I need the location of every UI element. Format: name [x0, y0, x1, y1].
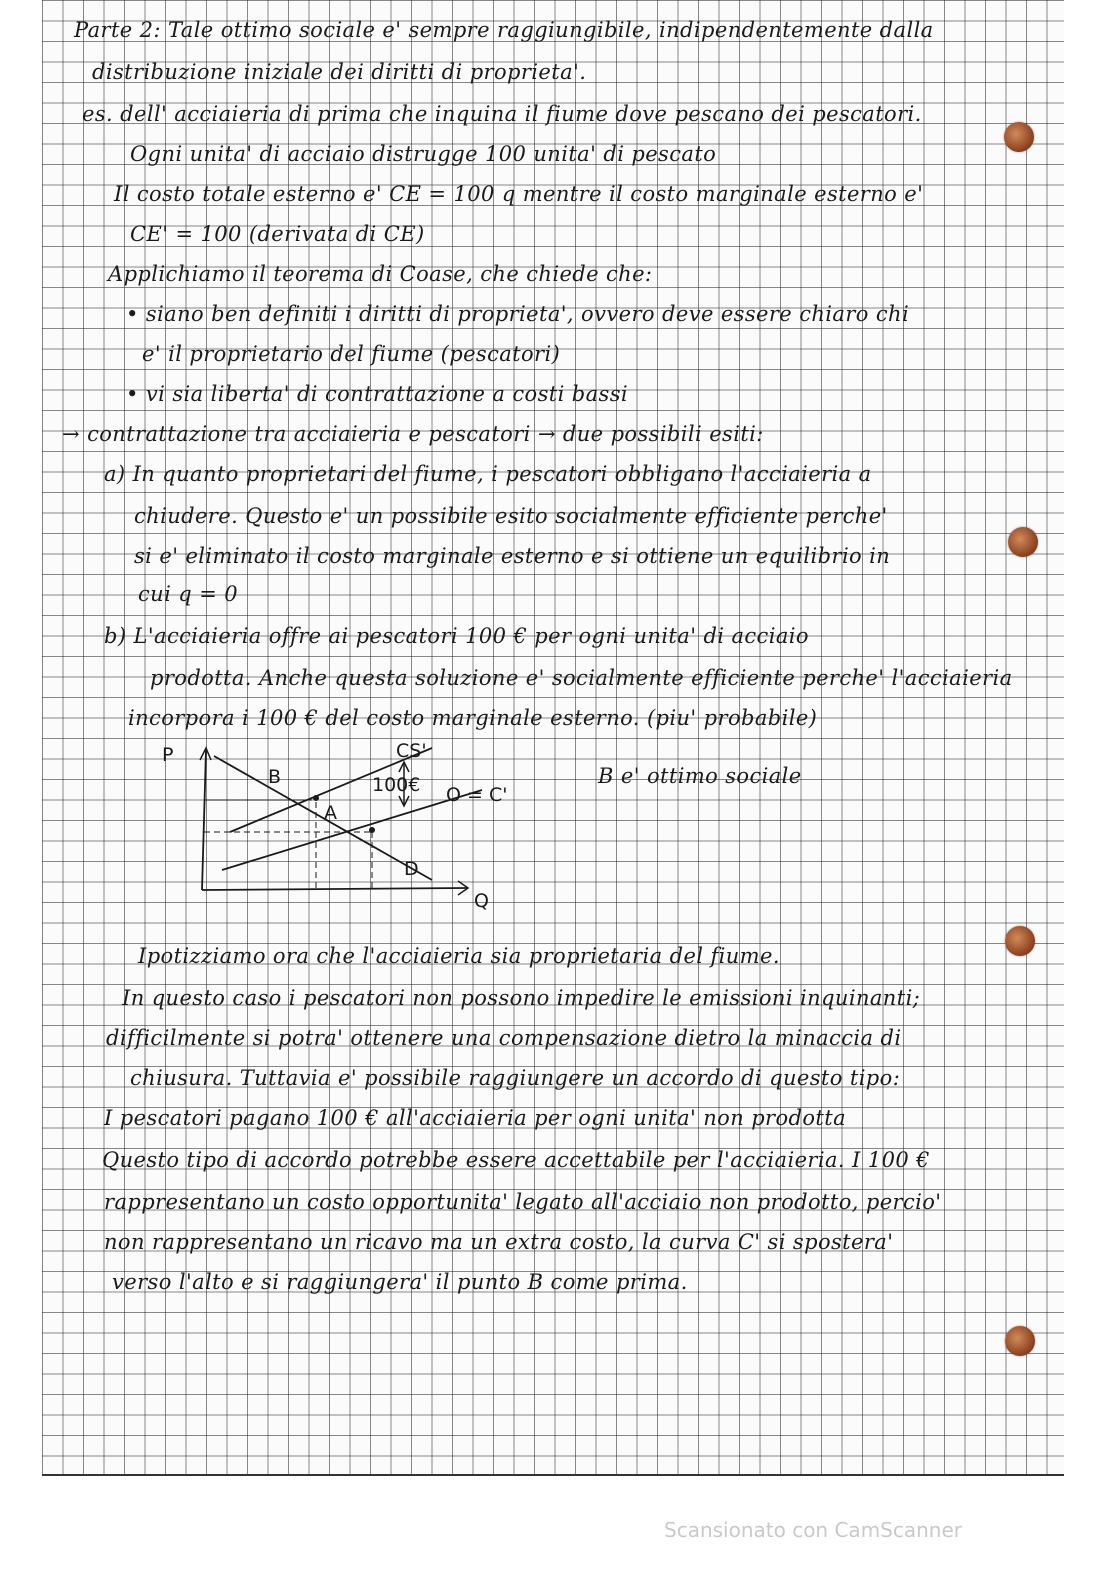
note-line: non rappresentano un ricavo ma un extra costo, la curva C' si spostera' [104, 1230, 894, 1254]
note-line: Ipotizziamo ora che l'acciaieria sia proprietaria del fiume. [138, 944, 780, 968]
note-line: chiudere. Questo e' un possibile esito socialmente efficiente perche' [134, 504, 888, 528]
note-line: Ogni unita' di acciaio distrugge 100 unita' di pescato [130, 142, 717, 166]
point-a-label: A [324, 802, 337, 824]
note-line: difficilmente si potra' ottenere una compensazione dietro la minaccia di [106, 1026, 902, 1050]
private-cost-curve [222, 790, 482, 870]
private-cost-label: O = C' [446, 784, 508, 806]
note-line: rappresentano un costo opportunita' legato all'acciaio non prodotto, percio' [104, 1190, 942, 1214]
note-line: prodotta. Anche questa soluzione e' socialmente efficiente perche' l'acciaieria [150, 666, 1013, 690]
note-line: Parte 2: Tale ottimo sociale e' sempre raggiungibile, indipendentemente dalla [74, 18, 934, 42]
binder-hole [1005, 1326, 1035, 1356]
diagram-caption: B e' ottimo sociale [598, 764, 802, 788]
note-line: a) In quanto proprietari del fiume, i pescatori obbligano l'acciaieria a [104, 462, 872, 486]
supply-demand-diagram [192, 740, 512, 920]
note-line: si e' eliminato il costo marginale esterno e si ottiene un equilibrio in [134, 544, 891, 568]
binder-hole [1004, 122, 1034, 152]
point-a-marker [369, 827, 375, 833]
note-line: chiusura. Tuttavia e' possibile raggiungere un accordo di questo tipo: [130, 1066, 901, 1090]
social-cost-label: CS' [396, 740, 427, 762]
scanner-watermark: Scansionato con CamScanner [664, 1518, 962, 1542]
note-line: In questo caso i pescatori non possono impedire le emissioni inquinanti; [122, 986, 921, 1010]
note-line: CE' = 100 (derivata di CE) [130, 222, 425, 246]
x-axis [202, 888, 467, 890]
binder-hole [1005, 926, 1035, 956]
demand-label: D [404, 858, 419, 880]
point-b-marker [313, 795, 319, 801]
binder-hole [1008, 527, 1038, 557]
note-line: • vi sia liberta' di contrattazione a costi bassi [126, 382, 629, 406]
note-line: b) L'acciaieria offre ai pescatori 100 € per ogni unita' di acciaio [104, 624, 809, 648]
note-line: • siano ben definiti i diritti di proprieta', ovvero deve essere chiaro chi [126, 302, 910, 326]
note-line: cui q = 0 [138, 582, 239, 606]
note-line: incorpora i 100 € del costo marginale esterno. (piu' probabile) [128, 706, 818, 730]
note-line: I pescatori pagano 100 € all'acciaieria per ogni unita' non prodotta [104, 1106, 847, 1130]
note-line: Il costo totale esterno e' CE = 100 q mentre il costo marginale esterno e' [114, 182, 924, 206]
gap-label: 100€ [372, 774, 421, 796]
y-axis-label: P [162, 744, 174, 766]
y-axis [202, 750, 206, 890]
note-line: verso l'alto e si raggiungera' il punto B come prima. [112, 1270, 688, 1294]
notebook-page [42, 0, 1064, 1476]
note-line: distribuzione iniziale dei diritti di proprieta'. [92, 60, 587, 84]
x-axis-label: Q [474, 890, 489, 912]
note-line: → contrattazione tra acciaieria e pescatori → due possibili esiti: [62, 422, 764, 446]
note-line: Questo tipo di accordo potrebbe essere accettabile per l'acciaieria. I 100 € [102, 1148, 930, 1172]
note-line: es. dell' acciaieria di prima che inquina il fiume dove pescano dei pescatori. [82, 102, 922, 126]
note-line: Applichiamo il teorema di Coase, che chiede che: [108, 262, 653, 286]
point-b-label: B [268, 766, 282, 788]
note-line: e' il proprietario del fiume (pescatori) [142, 342, 561, 366]
